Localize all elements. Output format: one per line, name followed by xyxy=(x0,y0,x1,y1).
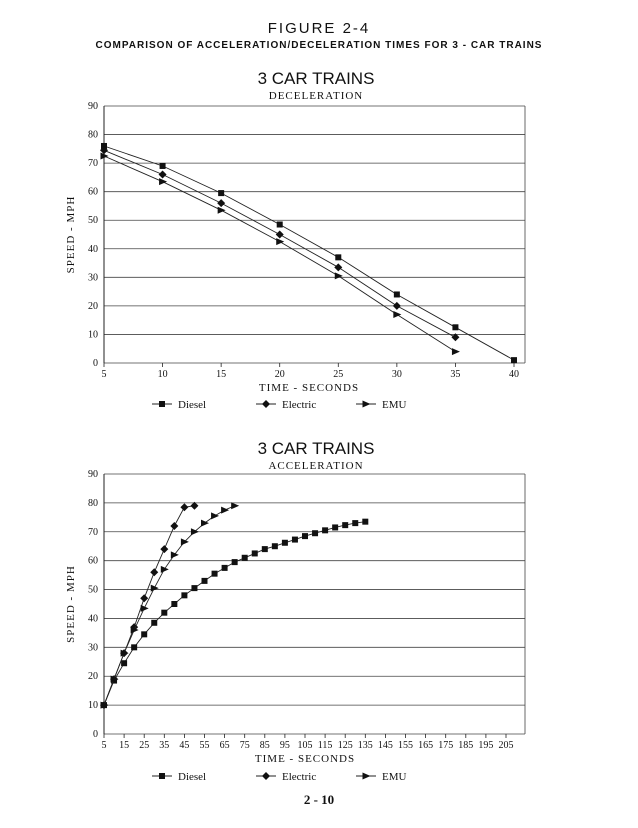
data-point-electric xyxy=(140,594,148,602)
legend-label-emu: EMU xyxy=(382,399,407,411)
legend-item-electric xyxy=(256,399,316,411)
data-point-electric xyxy=(150,568,158,576)
data-point-emu xyxy=(276,238,284,245)
data-point-diesel xyxy=(332,524,338,530)
x-tick-label: 25 xyxy=(139,740,150,751)
y-tick-label: 40 xyxy=(88,243,98,255)
data-point-diesel xyxy=(362,519,368,525)
x-tick-label: 45 xyxy=(179,740,190,751)
data-point-emu xyxy=(211,512,219,519)
y-tick-label: 80 xyxy=(88,497,98,509)
x-tick-label: 55 xyxy=(199,740,210,751)
y-tick-label: 40 xyxy=(88,613,98,625)
y-tick-label: 90 xyxy=(88,101,98,112)
legend-label-diesel: Diesel xyxy=(178,771,207,783)
x-tick-label: 125 xyxy=(337,740,353,751)
series-line-emu xyxy=(104,156,455,352)
data-point-diesel xyxy=(272,543,278,549)
legend-marker-emu xyxy=(363,773,371,780)
x-tick-label: 35 xyxy=(450,369,461,380)
data-point-diesel xyxy=(191,585,197,591)
data-point-emu xyxy=(218,207,226,214)
data-point-emu xyxy=(151,585,159,592)
y-tick-label: 80 xyxy=(88,129,98,141)
data-point-diesel xyxy=(352,520,358,526)
y-tick-label: 10 xyxy=(88,329,98,341)
data-point-diesel xyxy=(171,601,177,607)
data-point-diesel xyxy=(151,620,157,626)
data-point-electric xyxy=(160,545,168,553)
x-tick-label: 205 xyxy=(498,740,514,751)
figure-number: FIGURE 2-4 xyxy=(267,20,371,37)
data-point-emu xyxy=(159,178,167,185)
x-tick-label: 20 xyxy=(274,369,285,380)
data-point-emu xyxy=(181,538,189,545)
data-point-diesel xyxy=(262,546,268,552)
series-emu xyxy=(101,152,460,355)
data-point-electric xyxy=(159,171,167,179)
x-tick-label: 5 xyxy=(101,740,107,751)
x-tick-label: 35 xyxy=(159,740,170,751)
data-point-electric xyxy=(276,231,284,239)
legend-item-diesel xyxy=(152,771,206,783)
legend-item-emu xyxy=(356,399,407,411)
series-line-emu xyxy=(104,506,235,705)
data-point-diesel xyxy=(160,163,166,169)
data-point-diesel xyxy=(232,559,238,565)
legend-item-emu xyxy=(356,771,407,783)
y-tick-label: 60 xyxy=(88,186,98,198)
x-tick-label: 75 xyxy=(239,740,250,751)
data-point-diesel xyxy=(292,537,298,543)
data-point-diesel xyxy=(141,631,147,637)
data-point-diesel xyxy=(312,530,318,536)
y-tick-label: 70 xyxy=(88,158,98,170)
data-point-diesel xyxy=(202,578,208,584)
data-point-electric xyxy=(170,522,178,530)
series-diesel xyxy=(101,519,368,708)
x-tick-label: 10 xyxy=(157,369,168,380)
legend-item-electric xyxy=(256,771,316,783)
data-point-diesel xyxy=(131,644,137,650)
y-tick-label: 10 xyxy=(88,700,98,712)
x-tick-label: 15 xyxy=(216,369,227,380)
y-tick-label: 30 xyxy=(88,642,98,654)
data-point-diesel xyxy=(282,540,288,546)
data-point-electric xyxy=(334,263,342,271)
data-point-diesel xyxy=(161,610,167,616)
y-tick-label: 0 xyxy=(93,729,98,740)
y-tick-label: 70 xyxy=(88,526,98,538)
x-tick-label: 25 xyxy=(333,369,344,380)
y-axis-label: SPEED - MPH xyxy=(65,195,77,274)
y-tick-label: 90 xyxy=(88,469,98,480)
data-point-diesel xyxy=(242,555,248,561)
data-point-emu xyxy=(161,566,169,573)
legend-label-diesel: Diesel xyxy=(178,399,207,411)
legend-marker-diesel xyxy=(159,401,165,407)
data-point-diesel xyxy=(212,571,218,577)
legend-label-emu: EMU xyxy=(382,771,407,783)
x-tick-label: 95 xyxy=(279,740,290,751)
x-tick-label: 30 xyxy=(391,369,402,380)
chart-subtitle: ACCELERATION xyxy=(268,460,364,472)
x-tick-label: 165 xyxy=(418,740,434,751)
data-point-electric xyxy=(393,302,401,310)
data-point-diesel xyxy=(452,324,458,330)
y-tick-label: 30 xyxy=(88,272,98,284)
x-tick-label: 185 xyxy=(458,740,474,751)
data-point-diesel xyxy=(222,565,228,571)
legend-marker-diesel xyxy=(159,773,165,779)
figure-subtitle: COMPARISON OF ACCELERATION/DECELERATION TIMES FOR 3 - CAR TRAINS xyxy=(95,40,543,51)
chart-title: 3 CAR TRAINS xyxy=(257,69,375,88)
data-point-diesel xyxy=(302,533,308,539)
y-tick-label: 60 xyxy=(88,555,98,567)
legend-marker-electric xyxy=(262,400,270,408)
y-tick-label: 50 xyxy=(88,215,98,227)
data-point-emu xyxy=(171,551,179,558)
x-tick-label: 65 xyxy=(219,740,230,751)
y-tick-label: 0 xyxy=(93,358,98,369)
x-tick-label: 40 xyxy=(509,369,519,380)
x-tick-label: 5 xyxy=(101,369,107,380)
series-electric xyxy=(100,146,459,341)
y-tick-label: 50 xyxy=(88,584,98,596)
x-tick-label: 145 xyxy=(377,740,393,751)
data-point-diesel xyxy=(277,222,283,228)
data-point-diesel xyxy=(511,357,517,363)
legend-label-electric: Electric xyxy=(282,771,317,783)
series-line-electric xyxy=(104,150,455,337)
data-point-emu xyxy=(231,502,239,509)
legend-marker-emu xyxy=(363,401,371,408)
data-point-diesel xyxy=(342,522,348,528)
legend-marker-electric xyxy=(262,772,270,780)
data-point-emu xyxy=(221,507,229,514)
data-point-diesel xyxy=(322,527,328,533)
y-axis-label: SPEED - MPH xyxy=(65,565,77,643)
data-point-electric xyxy=(217,199,225,207)
x-tick-label: 155 xyxy=(398,740,413,751)
x-tick-label: 105 xyxy=(297,740,313,751)
data-point-emu xyxy=(452,348,460,355)
data-point-diesel xyxy=(181,592,187,598)
chart-subtitle: DECELERATION xyxy=(268,90,364,102)
chart-title: 3 CAR TRAINS xyxy=(257,439,375,458)
deceleration-chart xyxy=(0,64,638,414)
data-point-diesel xyxy=(218,190,224,196)
data-point-diesel xyxy=(394,291,400,297)
data-point-diesel xyxy=(121,660,127,666)
x-tick-label: 85 xyxy=(259,740,270,751)
x-tick-label: 115 xyxy=(317,740,333,751)
y-tick-label: 20 xyxy=(88,300,98,312)
legend-item-diesel xyxy=(152,399,206,411)
data-point-electric xyxy=(180,503,188,511)
x-tick-label: 15 xyxy=(119,740,130,751)
x-tick-label: 195 xyxy=(478,740,494,751)
x-axis-label: TIME - SECONDS xyxy=(258,382,360,394)
data-point-diesel xyxy=(335,254,341,260)
series-line-diesel xyxy=(104,522,365,705)
page-number: 2 - 10 xyxy=(303,792,335,807)
acceleration-chart xyxy=(0,432,638,784)
data-point-diesel xyxy=(252,550,258,556)
y-tick-label: 20 xyxy=(88,671,98,683)
x-tick-label: 175 xyxy=(438,740,454,751)
x-tick-label: 135 xyxy=(357,740,373,751)
legend-label-electric: Electric xyxy=(282,399,317,411)
data-point-emu xyxy=(141,605,149,612)
series-emu xyxy=(101,502,240,708)
x-axis-label: TIME - SECONDS xyxy=(254,753,356,765)
